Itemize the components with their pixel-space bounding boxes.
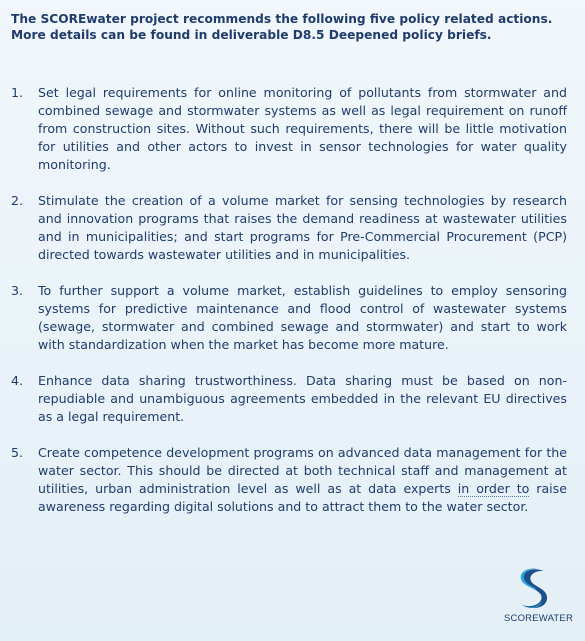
policy-actions-list bbox=[11, 84, 567, 534]
list-item bbox=[11, 444, 567, 516]
list-item-number: 5. bbox=[11, 445, 24, 460]
list-item-number: 4. bbox=[11, 373, 24, 388]
list-item bbox=[11, 372, 567, 426]
list-item-number: 2. bbox=[11, 193, 24, 208]
intro-line-2: More details can be found in deliverable D8.5 Deepened policy briefs. bbox=[11, 28, 492, 42]
intro-line-1: The SCOREwater project recommends the following five policy related actions. bbox=[11, 12, 553, 26]
list-item bbox=[11, 192, 567, 264]
list-item-number: 3. bbox=[11, 283, 24, 298]
list-item-text bbox=[38, 444, 567, 516]
scorewater-logo bbox=[504, 567, 574, 627]
logo-wordmark: SCOREWATER bbox=[504, 613, 574, 624]
list-item-text: Set legal requirements for online monitoring of pollutants from stormwater and combined sewage and stormwater systems as well as legal requirement on runoff from construction sites. Without such requirements, there will be little motivation for utilities and other actors to invest in sensor technologies for water quality monitoring. bbox=[38, 85, 567, 172]
list-item bbox=[11, 282, 567, 354]
list-item bbox=[11, 84, 567, 174]
scorewater-s-logo-icon bbox=[514, 567, 554, 613]
grammar-flagged-phrase: in order to bbox=[457, 481, 530, 496]
list-item-number: 1. bbox=[11, 85, 24, 100]
list-item-text: Enhance data sharing trustworthiness. Data sharing must be based on non-repudiable and unambiguous agreements embedded in the relevant EU directives as a legal requirement. bbox=[38, 373, 567, 424]
list-item-text-part: raise awareness regarding digital solutions and to attract them to the water sector. bbox=[38, 481, 567, 514]
list-item-text: Stimulate the creation of a volume market for sensing technologies by research and innovation programs that raises the demand readiness at wastewater utilities and in municipalities; and start programs for Pre-Commercial Procurement (PCP) directed towards wastewater utilities and in municipalities. bbox=[38, 193, 567, 262]
list-item-text: To further support a volume market, establish guidelines to employ sensoring systems for predictive maintenance and flood control of wastewater systems (sewage, stormwater and combined sewage and stormwater) and start to work with standardization when the market has become more mature. bbox=[38, 283, 567, 352]
intro-heading bbox=[11, 11, 576, 43]
list-item-text-part: Create competence development programs on advanced data management for the water sector. This should be directed at both technical staff and management at utilities, urban administration level as well as at data experts bbox=[38, 445, 567, 496]
